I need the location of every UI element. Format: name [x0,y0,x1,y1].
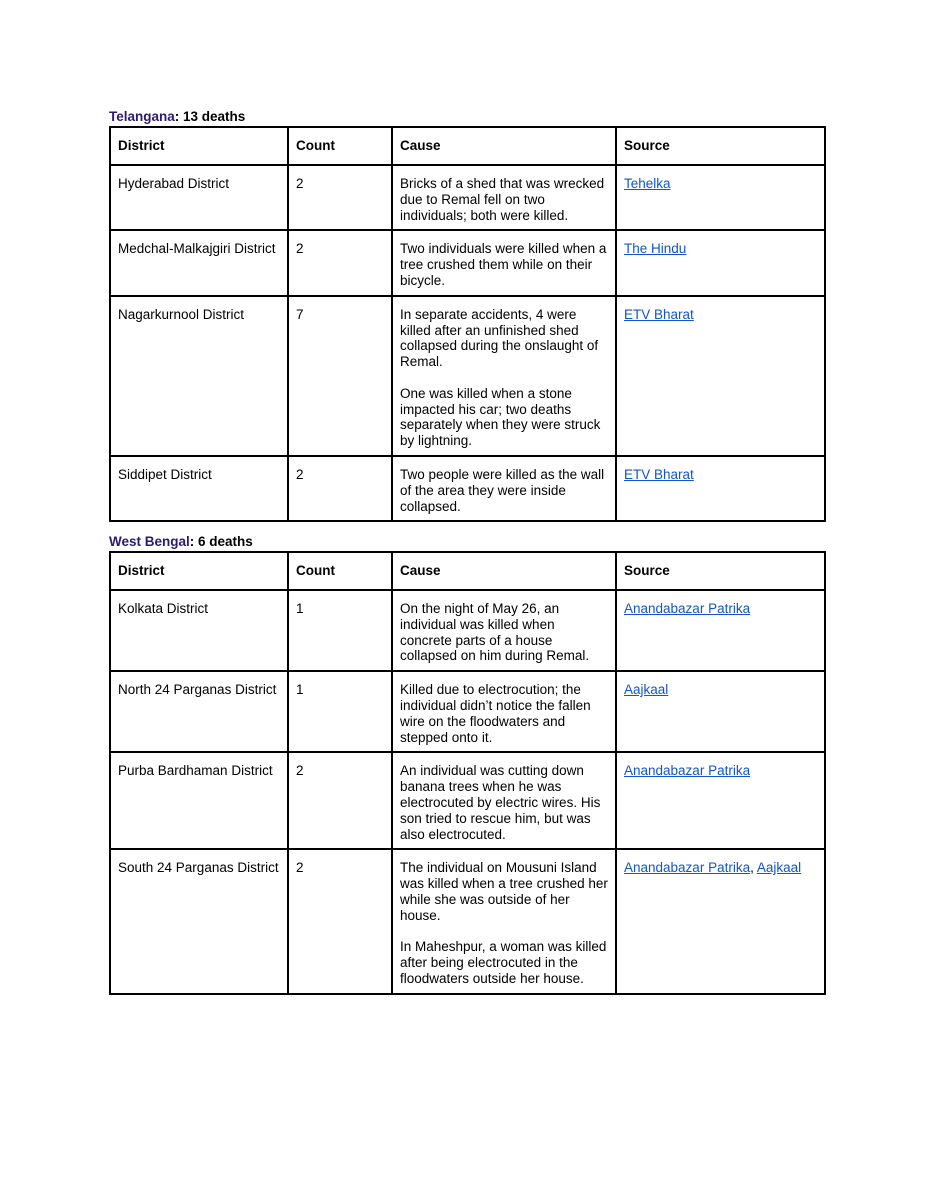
cause-cell [392,752,616,849]
source-cell [616,230,825,295]
source-link[interactable]: Anandabazar Patrika [624,860,751,876]
cause-text: In separate accidents, 4 were killed after an unfinished shed collapsed during the onslaught of Remal. [400,306,599,370]
source-cell [616,165,825,230]
cause-cell [392,590,616,671]
district-cell: Kolkata District [110,590,288,671]
source-link[interactable]: ETV Bharat [624,306,694,322]
district-cell: Siddipet District [110,456,288,521]
header-cause: Cause [392,552,616,590]
source-link[interactable]: The Hindu [624,241,687,257]
source-link[interactable]: Anandabazar Patrika [624,763,751,779]
count-cell: 2 [288,849,392,993]
table-row [110,752,825,849]
deaths-table [109,126,826,522]
table-row [110,456,825,521]
cause-text: Two people were killed as the wall of the area they were inside collapsed. [400,466,605,514]
source-link[interactable]: Aajkaal [624,682,669,698]
count-cell: 1 [288,590,392,671]
header-source: Source [616,127,825,165]
state-name: Telangana [109,109,175,124]
district-cell: Nagarkurnool District [110,296,288,456]
count-cell: 2 [288,230,392,295]
cause-text: Bricks of a shed that was wrecked due to Remal fell on two individuals; both were killed. [400,176,605,223]
cause-text: Two individuals were killed when a tree crushed them while on their bicycle. [400,241,607,288]
table-row [110,230,825,295]
source-cell [616,849,825,993]
header-count: Count [288,552,392,590]
header-cause: Cause [392,127,616,165]
count-cell: 2 [288,165,392,230]
section-heading [109,109,824,125]
table-row [110,590,825,671]
source-cell [616,752,825,849]
deaths-count: 13 deaths [183,109,246,124]
heading-separator: : [189,534,199,549]
table-row [110,849,825,993]
cause-text: On the night of May 26, an individual was killed when concrete parts of a house collapsed on him during Remal. [400,601,590,664]
district-cell: North 24 Parganas District [110,671,288,752]
cause-text: An individual was cutting down banana trees when he was electrocuted by electric wires. His son tried to rescue him, but was also electrocuted. [400,763,601,842]
district-cell: Hyderabad District [110,165,288,230]
heading-separator: : [174,109,184,124]
table-row [110,296,825,456]
cause-text: One was killed when a stone impacted his car; two deaths separately when they were struck by lightning. [400,385,601,449]
source-cell [616,456,825,521]
source-link[interactable]: ETV Bharat [624,466,694,482]
source-link[interactable]: Tehelka [624,176,671,191]
header-source: Source [616,552,825,590]
source-separator: , [750,860,757,876]
source-link[interactable]: Anandabazar Patrika [624,601,751,616]
cause-cell [392,671,616,752]
cause-text: The individual on Mousuni Island was killed when a tree crushed her while she was outside of her house. [400,860,608,923]
count-cell: 1 [288,671,392,752]
cause-cell [392,849,616,993]
cause-cell [392,230,616,295]
district-cell: Medchal-Malkajgiri District [110,230,288,295]
state-name: West Bengal [109,534,190,549]
deaths-count: 6 deaths [198,534,253,549]
cause-cell [392,165,616,230]
header-count: Count [288,127,392,165]
section-telangana [109,109,824,522]
section-heading [109,534,824,550]
source-cell [616,590,825,671]
cause-cell [392,296,616,456]
table-row [110,165,825,230]
section-west-bengal [109,534,824,995]
count-cell: 2 [288,456,392,521]
header-district: District [110,127,288,165]
cause-cell [392,456,616,521]
deaths-table [109,551,826,995]
cause-text: Killed due to electrocution; the individual didn’t notice the fallen wire on the floodwaters and stepped onto it. [400,682,591,745]
table-header-row [110,552,825,590]
count-cell: 7 [288,296,392,456]
table-header-row [110,127,825,165]
header-district: District [110,552,288,590]
source-cell [616,671,825,752]
cause-text: In Maheshpur, a woman was killed after being electrocuted in the floodwaters outside her house. [400,939,607,986]
district-cell: Purba Bardhaman District [110,752,288,849]
district-cell: South 24 Parganas District [110,849,288,993]
source-cell [616,296,825,456]
count-cell: 2 [288,752,392,849]
table-row [110,671,825,752]
source-link[interactable]: Aajkaal [756,860,802,876]
